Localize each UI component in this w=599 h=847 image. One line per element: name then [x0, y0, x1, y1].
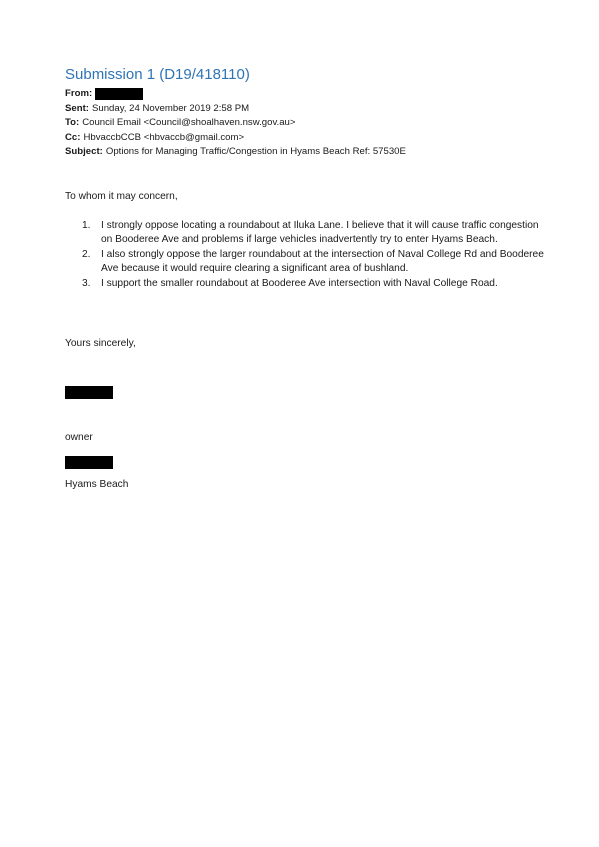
- signer-location: Hyams Beach: [65, 479, 129, 490]
- cc-row: [65, 131, 545, 146]
- from-label: From:: [65, 88, 93, 99]
- submission-title: Submission 1 (D19/418110): [65, 66, 250, 83]
- to-row: [65, 116, 545, 131]
- list-item-number: 1.: [82, 219, 91, 231]
- points-list: [65, 219, 545, 292]
- list-item-text: I support the smaller roundabout at Booderee Ave intersection with Naval College Road.: [101, 277, 498, 289]
- list-item: [65, 277, 545, 292]
- sent-label: Sent:: [65, 102, 89, 114]
- cc-label: Cc:: [65, 131, 81, 143]
- signer-role: owner: [65, 432, 93, 443]
- redacted-name: [65, 386, 113, 399]
- redacted-sender: [95, 88, 143, 100]
- from-row: [65, 87, 545, 102]
- cc-value: HbvaccbCCB <hbvaccb@gmail.com>: [83, 131, 245, 143]
- subject-value: Options for Managing Traffic/Congestion in Hyams Beach Ref: 57530E: [105, 146, 406, 157]
- email-header: [65, 87, 545, 160]
- list-item-number: 2.: [82, 248, 91, 260]
- sent-value: Sunday, 24 November 2019 2:58 PM: [91, 102, 250, 114]
- to-label: To:: [65, 117, 80, 128]
- closing: Yours sincerely,: [65, 338, 136, 349]
- list-item-number: 3.: [82, 277, 91, 289]
- to-value: Council Email <Council@shoalhaven.nsw.gov.au>: [82, 117, 296, 128]
- list-item-text: I strongly oppose locating a roundabout at Iluka Lane. I believe that it will cause traffic congestion on Booderee Ave and problems if large vehicles inadvertently try to enter Hyams Beach.: [101, 219, 539, 245]
- list-item: [65, 219, 545, 248]
- list-item-text: I also strongly oppose the larger roundabout at the intersection of Naval College Rd and Booderee Ave because it would require clearing a significant area of bushland.: [101, 248, 544, 274]
- greeting: To whom it may concern,: [65, 191, 178, 202]
- subject-row: [65, 145, 545, 160]
- redacted-address: [65, 456, 113, 469]
- sent-row: [65, 102, 545, 117]
- email-body: [65, 190, 545, 291]
- list-item: [65, 248, 545, 277]
- subject-label: Subject:: [65, 146, 103, 157]
